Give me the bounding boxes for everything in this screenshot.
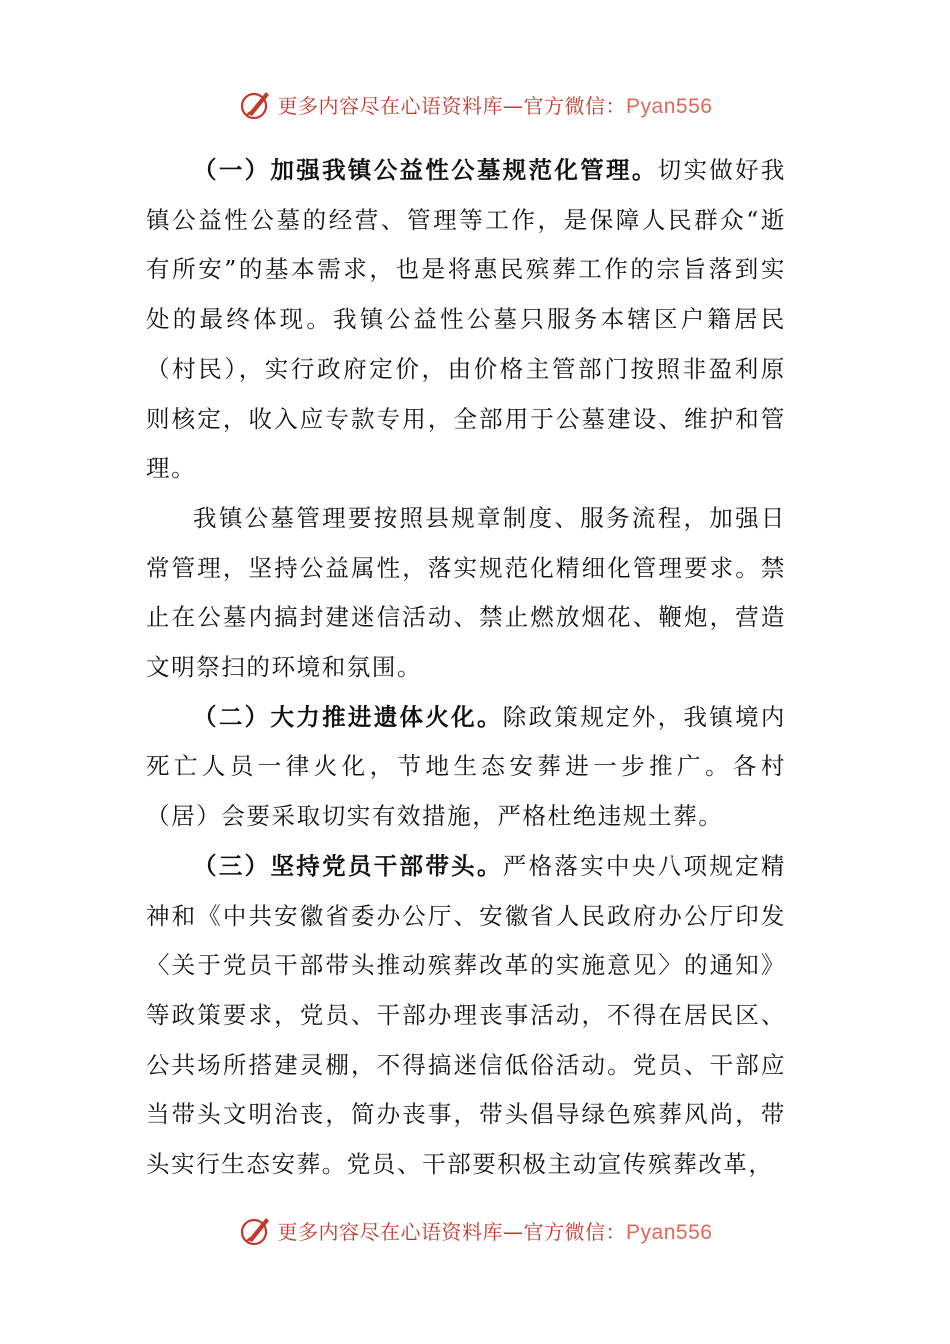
watermark-dash-footer: — bbox=[503, 1219, 524, 1244]
watermark-text bbox=[278, 90, 713, 119]
watermark-header bbox=[0, 82, 950, 126]
paragraph-3-text: 除政策规定外，我镇境内死亡人员一律火化，节地生态安葬进一步推广。各村（居）会要采取切实有效措施，严格杜绝违规土葬。 bbox=[146, 702, 786, 831]
paragraph-1-heading: （一）加强我镇公益性公墓规范化管理。 bbox=[193, 156, 658, 184]
paragraph-4 bbox=[146, 842, 786, 1190]
paragraph-3-heading: （二）大力推进遗体火化。 bbox=[193, 702, 503, 731]
paragraph-4-text: 严格落实中央八项规定精神和《中共安徽省委办公厅、安徽省人民政府办公厅印发〈关于党员干部带头推动殡葬改革的实施意见〉的通知》等政策要求，党员、干部办理丧事活动，不得在居民区、公共场所搭建灵棚，不得搞迷信低俗活动。党员、干部应当带头文明治丧，简办丧事，带头倡导绿色殡葬风尚，带头实行生态安葬。党员、干部要积极主动宣传殡葬改革， bbox=[146, 851, 786, 1179]
watermark-site-footer: 更多内容尽在心语资料库 bbox=[277, 1219, 504, 1244]
quill-logo-icon bbox=[238, 86, 274, 122]
document-body bbox=[146, 146, 786, 1190]
paragraph-4-heading: （三）坚持党员干部带头。 bbox=[193, 851, 503, 880]
paragraph-2 bbox=[146, 494, 786, 693]
watermark-text-footer bbox=[278, 1216, 713, 1245]
paragraph-2-text: 我镇公墓管理要按照县规章制度、服务流程，加强日常管理，坚持公益属性，落实规范化精细化管理要求。禁止在公墓内搞封建迷信活动、禁止燃放烟花、鞭炮，营造文明祭扫的环境和氛围。 bbox=[146, 503, 786, 682]
quill-logo-icon bbox=[238, 1212, 274, 1248]
watermark-contact-id: Pyan556 bbox=[626, 94, 713, 118]
watermark-contact-id-footer: Pyan556 bbox=[626, 1220, 713, 1244]
watermark-contact-label: 官方微信： bbox=[523, 93, 627, 118]
paragraph-1-text: 切实做好我镇公益性公墓的经营、管理等工作，是保障人民群众“逝有所安”的基本需求，也是将惠民殡葬工作的宗旨落到实处的最终体现。我镇公益性公墓只服务本辖区户籍居民（村民），实行政府定价，由价格主管部门按照非盈利原则核定，收入应专款专用，全部用于公墓建设、维护和管理。 bbox=[146, 156, 786, 483]
watermark-footer bbox=[0, 1208, 950, 1252]
watermark-contact-label-footer: 官方微信： bbox=[523, 1219, 627, 1244]
paragraph-3 bbox=[146, 693, 786, 842]
watermark-dash: — bbox=[503, 93, 524, 118]
paragraph-1 bbox=[146, 146, 786, 494]
watermark-site: 更多内容尽在心语资料库 bbox=[277, 93, 504, 118]
